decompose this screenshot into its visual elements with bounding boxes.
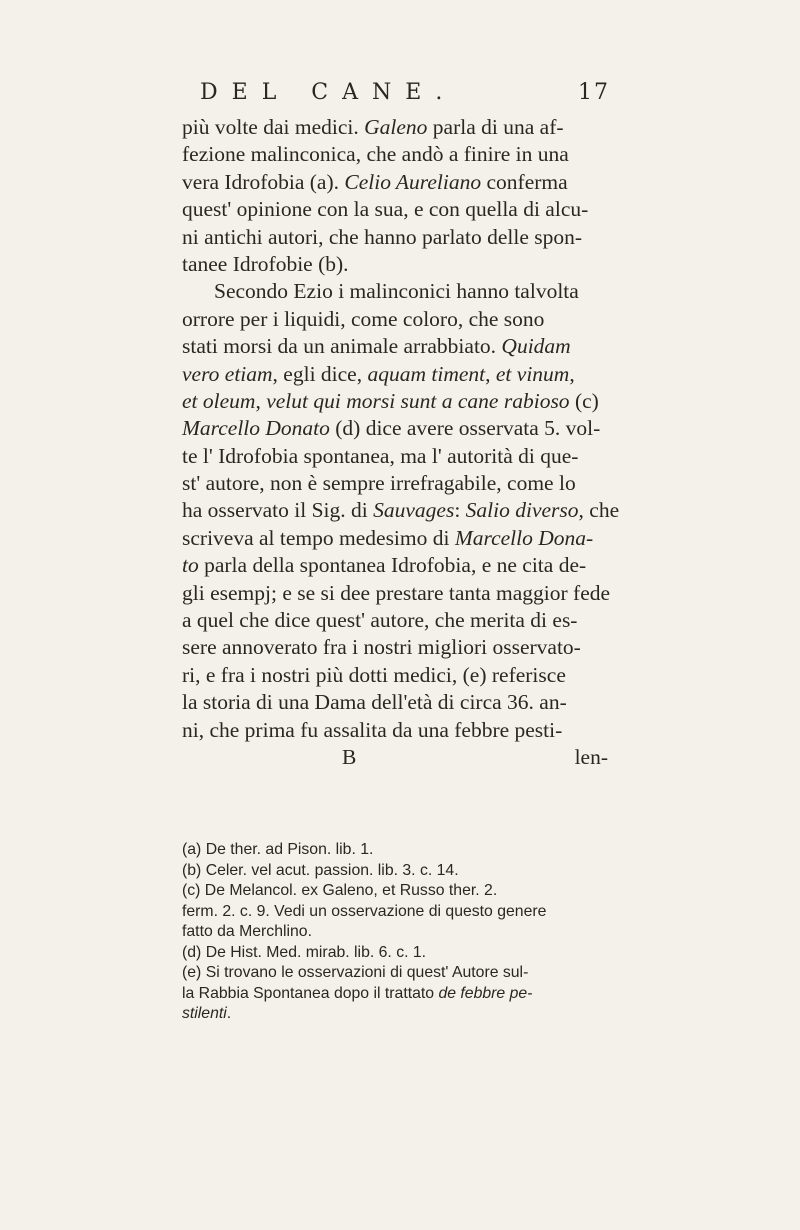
text-line: vera Idrofobia (a). Celio Aureliano conferma [182, 169, 568, 194]
text-line: Marcello Donato (d) dice avere osservata 5. vol- [182, 416, 601, 441]
running-title: DEL CANE. [200, 80, 457, 105]
footnotes [182, 840, 612, 1025]
text-line: stati morsi da un animale arrabbiato. Quidam [182, 334, 571, 359]
footnote-line: (c) De Melancol. ex Galeno, et Russo ther. 2. [182, 882, 498, 899]
page-number: 17 [578, 80, 610, 105]
footnote-line: (b) Celer. vel acut. passion. lib. 3. c. 14. [182, 861, 459, 879]
footnote-line: stilenti. [182, 1005, 232, 1022]
text-line: to parla della spontanea Idrofobia, e ne cita de- [182, 553, 587, 578]
text-line: la storia di una Dama dell'età di circa 36. an- [182, 690, 567, 715]
signature-mark: B [342, 744, 357, 769]
signature-line [182, 744, 612, 771]
main-text [182, 114, 620, 771]
text-line: ni antichi autori, che hanno parlato delle spon- [182, 224, 583, 249]
footnote-line: fatto da Merchlino. [182, 923, 312, 940]
text-line: vero etiam, egli dice, aquam timent, et vinum, [182, 361, 575, 386]
text-line: ri, e fra i nostri più dotti medici, (e) referisce [182, 662, 566, 687]
text-line: tanee Idrofobie (b). [182, 251, 349, 276]
footnote-line: ferm. 2. c. 9. Vedi un osservazione di questo genere [182, 902, 547, 920]
text-line: orrore per i liquidi, come coloro, che sono [182, 306, 545, 331]
text-line: scriveva al tempo medesimo di Marcello Dona- [182, 525, 594, 550]
text-line: et oleum, velut qui morsi sunt a cane rabioso (c) [182, 388, 599, 413]
text-line: ha osservato il Sig. di Sauvages: Salio diverso, che [182, 498, 620, 523]
text-line: più volte dai medici. Galeno parla di una af- [182, 115, 564, 139]
running-header [200, 80, 610, 105]
catchword: len- [574, 744, 608, 769]
text-line: quest' opinione con la sua, e con quella di alcu- [182, 197, 589, 222]
text-line: ni, che prima fu assalita da una febbre pesti- [182, 717, 563, 742]
text-line: gli esempj; e se si dee prestare tanta maggior fede [182, 580, 611, 605]
footnote-line: (d) De Hist. Med. mirab. lib. 6. c. 1. [182, 943, 427, 961]
text-line: te l' Idrofobia spontanea, ma l' autorità di que- [182, 443, 579, 468]
footnote-line: (a) De ther. ad Pison. lib. 1. [182, 841, 374, 858]
text-line: fezione malinconica, che andò a finire in una [182, 142, 569, 167]
text-line: st' autore, non è sempre irrefragabile, come lo [182, 471, 576, 496]
text-line: Secondo Ezio i malinconici hanno talvolta [214, 279, 579, 304]
text-line: sere annoverato fra i nostri migliori osservato- [182, 635, 581, 660]
footnote-line: la Rabbia Spontanea dopo il trattato de febbre pe- [182, 984, 533, 1002]
text-line: a quel che dice quest' autore, che merita di es- [182, 608, 578, 633]
footnote-line: (e) Si trovano le osservazioni di quest' Autore sul- [182, 964, 529, 981]
